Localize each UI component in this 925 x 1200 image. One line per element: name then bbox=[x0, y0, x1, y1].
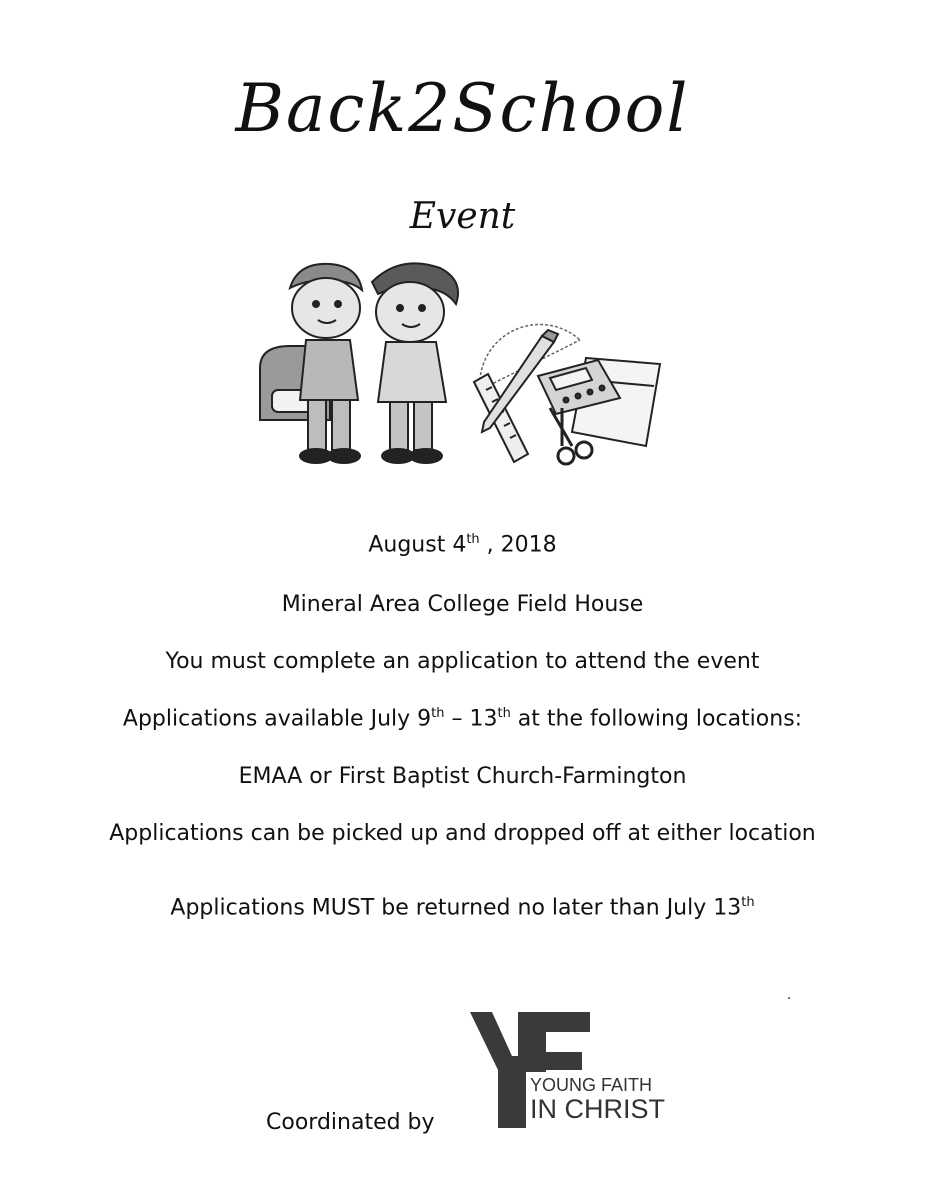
children-clipart-icon bbox=[260, 263, 458, 463]
event-date-ordinal: th bbox=[466, 532, 480, 547]
application-availability bbox=[0, 706, 925, 731]
pickup-note: Applications can be picked up and dropped off at either location bbox=[109, 821, 816, 846]
availability-ordinal-2: th bbox=[497, 706, 511, 721]
flyer-subtitle: Event bbox=[409, 196, 516, 237]
availability-ordinal-1: th bbox=[431, 706, 445, 721]
event-date bbox=[0, 532, 925, 557]
coordinated-by-label: Coordinated by bbox=[266, 1110, 435, 1135]
application-requirement: You must complete an application to attend the event bbox=[165, 649, 760, 674]
availability-start: Applications available July 9 bbox=[122, 706, 432, 732]
logo-line-young-faith: YOUNG FAITH bbox=[530, 1075, 653, 1095]
event-date-text: August 4 bbox=[368, 532, 467, 558]
deadline-ordinal: th bbox=[741, 895, 755, 910]
availability-end: at the following locations: bbox=[510, 706, 803, 732]
availability-middle: – 13 bbox=[444, 706, 498, 732]
application-locations: EMAA or First Baptist Church-Farmington bbox=[238, 764, 687, 789]
event-date-year: , 2018 bbox=[479, 532, 557, 558]
scan-speck bbox=[788, 997, 790, 999]
event-venue: Mineral Area College Field House bbox=[281, 592, 644, 617]
return-deadline bbox=[0, 895, 925, 920]
logo-line-in-christ: IN CHRIST bbox=[530, 1094, 665, 1124]
school-clipart bbox=[250, 250, 670, 475]
deadline-text: Applications MUST be returned no later than July 13 bbox=[170, 895, 742, 921]
flyer-title: Back2School bbox=[235, 70, 690, 147]
